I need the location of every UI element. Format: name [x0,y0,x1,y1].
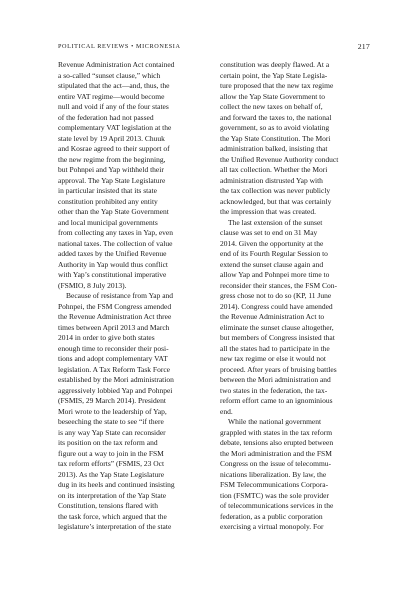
text-line: 2014). Congress could have amended [220,301,333,311]
text-line: end. [220,406,233,416]
text-line: tions and adopt complementary VAT [58,354,168,363]
text-line: and Kosrae agreed to their support of [58,144,170,153]
text-line: figure out a way to join in the FSM [58,448,164,458]
text-line: complementary VAT legislation at the [58,123,172,132]
text-line: is any way Yap State can reconsider [58,427,166,437]
text-line: government, so as to avoid violating [220,123,330,132]
text-line: the impression that was created. [220,207,317,216]
text-line: certain point, the Yap State Legisla- [220,70,328,80]
text-line: 2014 in order to give both states [58,333,155,342]
text-line: all the states had to participate in the [220,343,330,353]
text-line: all tax collection. Whether the Mori [220,165,328,174]
text-line: but members of Congress insisted that [220,333,335,342]
text-line: between the Mori administration and [220,375,331,384]
text-line: in particular insisted that its state [58,186,157,195]
text-line: the Revenue Administration Act to [220,312,325,321]
text-line: extend the sunset clause again and [220,259,324,269]
running-head-title: POLITICAL REVIEWS • MICRONESIA [58,43,181,50]
left-text-column [58,60,208,533]
text-line: (FSMIS, 29 March 2014). President [58,396,166,405]
running-head [58,41,370,53]
text-line: constitution prohibited any entity [58,196,158,206]
text-line: the Mori administration and the FSM [220,448,332,458]
text-line: of telecommunications services in the [220,501,334,510]
text-line: tion (FSMTC) was the sole provider [220,490,329,500]
text-line: new tax regime or else it would not [220,354,327,363]
text-line: with Yap’s constitutional imperative [58,270,167,279]
text-line: debate, tensions also erupted between [220,438,334,447]
text-line: constitution was deeply flawed. At a [220,60,330,69]
text-line: administration balked, insisting that [220,144,328,153]
text-line: proceed. After years of bruising battles [220,364,337,374]
text-line: beseeching the state to see “if there [58,417,164,426]
text-line: the task force, which argued that the [58,511,167,521]
text-line: While the national government [228,417,322,426]
text-line: the Yap State Constitution. The Mori [220,133,331,143]
text-line: established by the Mori administration [58,375,174,384]
text-line: Revenue Administration Act contained [58,60,175,69]
text-line: null and void if any of the four states [58,102,169,111]
text-line: its position on the tax reform and [58,438,158,447]
text-line: national taxes. The collection of value [58,238,173,248]
text-line: reform effort came to an ignominious [220,396,333,405]
page-number: 217 [357,42,370,51]
text-line: Constitution, tensions flared with [58,501,158,510]
text-line: end of its Fourth Regular Session to [220,249,328,258]
text-line: FSM Telecommunications Corpora- [220,480,329,489]
text-line: stipulated that the act—and, thus, the [58,81,170,90]
text-line: Mori wrote to the leadership of Yap, [58,406,167,416]
text-line: nications liberalization. By law, the [220,469,327,479]
text-line: the new regime from the beginning, [58,154,166,164]
text-line: of the federation had not passed [58,112,154,122]
text-line: the Revenue Administration Act three [58,312,172,321]
text-line: grappled with states in the tax reform [220,427,333,437]
text-line: (FSMIO, 8 July 2013). [58,280,127,290]
text-line: the Unified Revenue Authority conduct [220,154,339,164]
text-line: 2014. Given the opportunity at the [220,238,324,248]
text-line: The last extension of the sunset [228,217,323,227]
text-line: legislation. A Tax Reform Task Force [58,364,170,374]
text-line: but Pohnpei and Yap withheld their [58,165,164,174]
text-line: entire VAT regime—would become [58,91,165,101]
text-line: times between April 2013 and March [58,322,170,332]
text-line: ture proposed that the new tax regime [220,81,334,90]
text-line: and forward the taxes to, the national [220,112,332,122]
text-line: state level by 19 April 2013. Chuuk [58,133,165,143]
text-line: approval. The Yap State Legislature [58,175,166,185]
text-line: collect the new taxes on behalf of, [220,102,323,111]
text-line: acknowledged, but that was certainly [220,196,332,206]
text-line: exercising a virtual monopoly. For [220,522,324,531]
text-line: other than the Yap State Government [58,207,169,216]
text-line: 2013). As the Yap State Legislature [58,469,165,479]
text-line: allow Yap and Pohnpei more time to [220,270,330,279]
text-line: administration distrusted Yap with [220,175,323,185]
text-line: federation, as a public corporation [220,511,323,521]
text-line: gress chose not to do so (KP, 11 June [220,291,332,300]
text-line: reconsider their stances, the FSM Con- [220,280,338,290]
text-line: allow the Yap State Government to [220,91,325,101]
text-line: from collecting any taxes in Yap, even [58,228,173,237]
text-line: enough time to reconsider their posi- [58,343,169,353]
text-line: eliminate the sunset clause altogether, [220,322,334,332]
right-text-column [220,60,370,533]
text-line: dug in its heels and continued insisting [58,480,175,489]
text-line: Authority in Yap would thus conflict [58,259,168,269]
text-line: legislature’s interpretation of the state [58,522,172,531]
text-line: and local municipal governments [58,217,158,227]
text-line: aggressively lobbied Yap and Pohnpei [58,385,173,395]
text-line: two states in the federation, the tax- [220,385,328,395]
text-line: on its interpretation of the Yap State [58,490,167,500]
text-line: clause was set to end on 31 May [220,228,318,237]
text-line: the tax collection was never publicly [220,186,331,195]
text-line: tax reform efforts” (FSMIS, 23 Oct [58,459,165,468]
text-line: Pohnpei, the FSM Congress amended [58,301,172,311]
text-line: Because of resistance from Yap and [66,291,174,300]
text-line: added taxes by the Unified Revenue [58,249,167,258]
text-line: a so-called “sunset clause,” which [58,70,161,80]
text-line: Congress on the issue of telecommu- [220,459,332,468]
